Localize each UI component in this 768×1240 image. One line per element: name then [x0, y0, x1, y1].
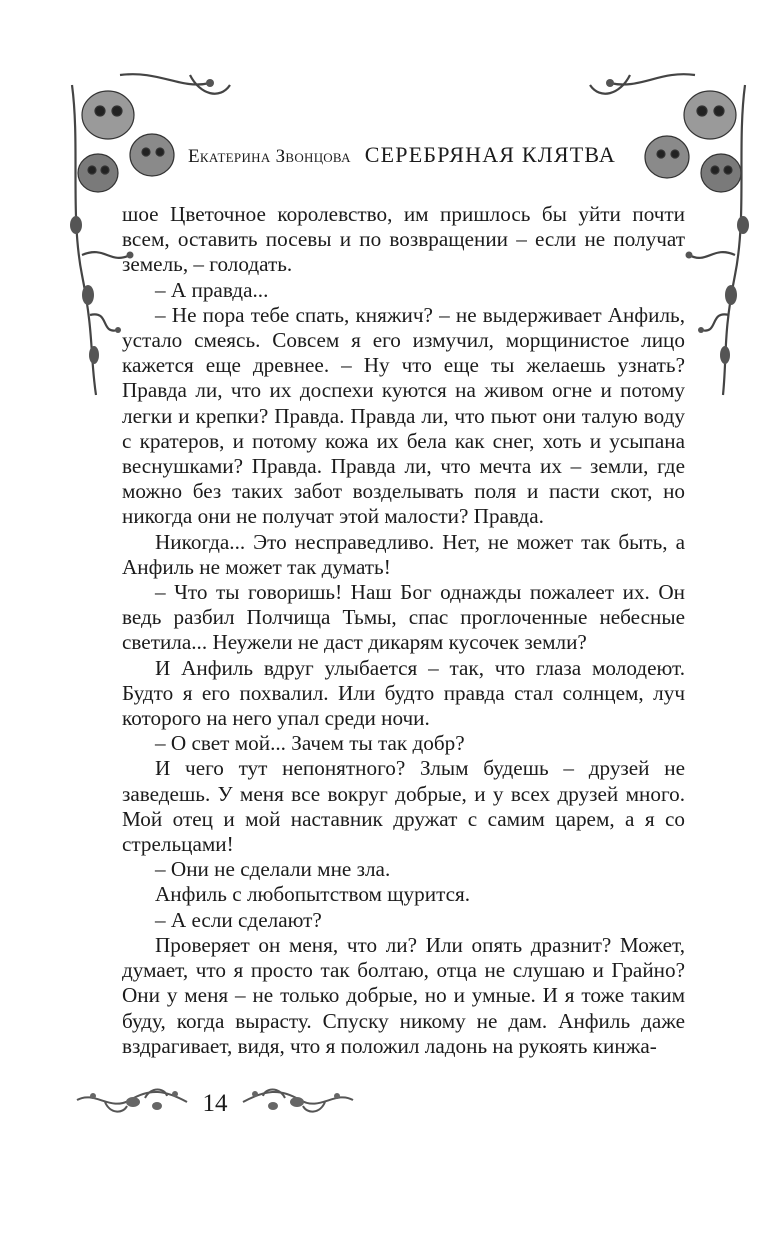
paragraph: – Что ты говоришь! Наш Бог однажды пожалеет их. Он ведь разбил Полчища Тьмы, спас проглоченные небесные светила... Неужели не даст дикарям кусочек земли?	[122, 580, 685, 655]
paragraph: – А правда...	[155, 277, 269, 302]
paragraph: шое Цветочное королевство, им пришлось бы уйти почти всем, оставить посевы и по возвращении – если не получат земель, – голодать.	[122, 202, 685, 277]
skull-icon	[78, 154, 118, 192]
paragraph: – Не пора тебе спать, княжич? – не выдерживает Анфиль, устало смеясь. Совсем я его измучил, морщинистое лицо кажется еще древнее. – Ну что еще ты желаешь узнать? Правда ли, что их доспехи куются на живом огне и потому легки и крепки? Правда. Правда ли, что пьют они талую воду с кратеров, и потому кожа их бела как снег, хоть и усыпана веснушками? Правда. Правда ли, что мечта их – земли, где можно без таких забот возделывать поля и пасти скот, но никогда они не получат этой малости? Правда.	[122, 302, 685, 529]
skull-icon	[82, 91, 134, 139]
skull-icon	[684, 91, 736, 139]
paragraph: И чего тут непонятного? Злым будешь – друзей не заведешь. У меня все вокруг добрые, и у всех друзей много. Мой отец и мой наставник дружат с самим царем, а я со стрельцами!	[122, 756, 685, 857]
author-name: Екатерина Звонцова	[188, 146, 351, 167]
paragraph: – А если сделают?	[155, 907, 322, 932]
paragraph: Анфиль с любопытством щурится.	[155, 882, 471, 907]
book-title: СЕРЕБРЯНАЯ КЛЯТВА	[364, 142, 616, 167]
footer-ornament-right	[240, 1082, 355, 1122]
footer-ornament-left	[75, 1082, 190, 1122]
skull-icon	[701, 154, 741, 192]
body-text	[122, 202, 685, 1059]
paragraph: Проверяет он меня, что ли? Или опять дразнит? Может, думает, что я просто так болтаю, отца не слушаю и Грайно? Они у меня – не только добрые, но и умные. И я тоже таким буду, когда вырасту. Спуску никому не дам. Анфиль даже вздрагивает, видя, что я положил ладонь на рукоять кинжа-	[122, 932, 685, 1058]
paragraph: Никогда... Это несправедливо. Нет, не может так быть, а Анфиль не может так думать!	[122, 529, 685, 579]
page-number: 14	[202, 1090, 228, 1117]
paragraph: И Анфиль вдруг улыбается – так, что глаза молодеют. Будто я его похвалил. Или будто правда стал солнцем, луч которого на него упал среди ночи.	[122, 655, 685, 731]
paragraph: – Они не сделали мне зла.	[155, 857, 391, 882]
running-head	[122, 142, 682, 168]
paragraph: – О свет мой... Зачем ты так добр?	[155, 731, 465, 756]
